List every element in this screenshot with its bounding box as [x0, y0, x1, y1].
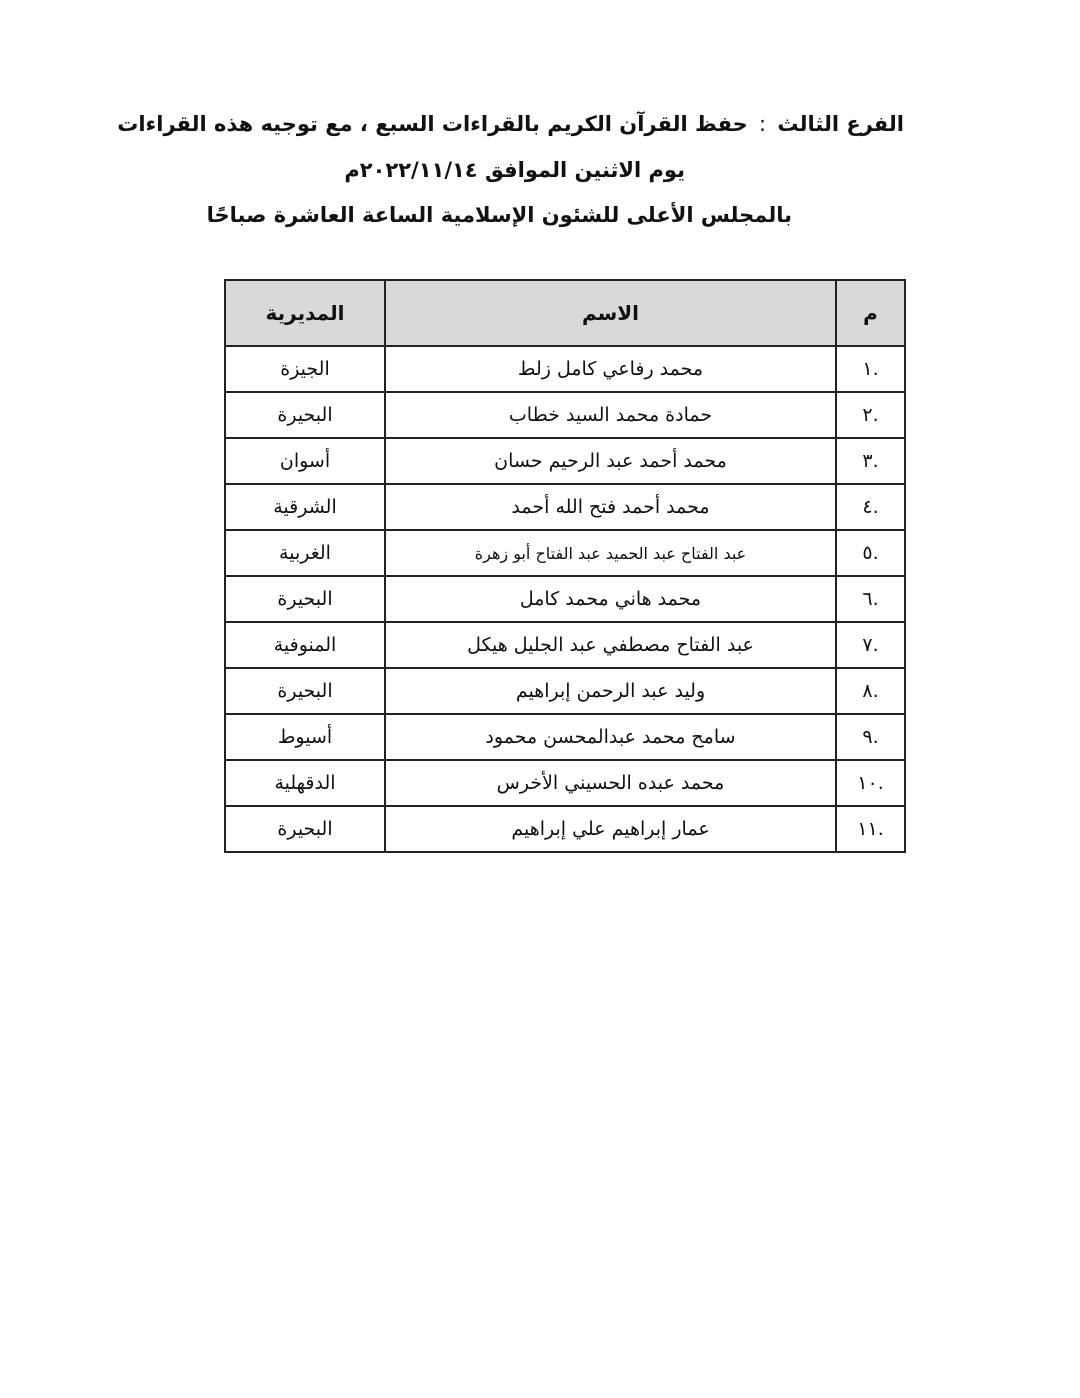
row-name: عمار إبراهيم علي إبراهيم: [385, 806, 836, 852]
branch-label: الفرع الثالث: [777, 112, 904, 136]
row-directorate: البحيرة: [225, 576, 385, 622]
table-row: [225, 806, 905, 852]
header-name: الاسم: [385, 280, 836, 346]
row-directorate: الشرقية: [225, 484, 385, 530]
heading-line-1: [117, 112, 904, 137]
table-header-row: [225, 280, 905, 346]
table-row: [225, 622, 905, 668]
table-row: [225, 392, 905, 438]
row-name: محمد أحمد عبد الرحيم حسان: [385, 438, 836, 484]
row-number: .٧: [836, 622, 905, 668]
table-row: [225, 484, 905, 530]
row-name: عبد الفتاح مصطفي عبد الجليل هيكل: [385, 622, 836, 668]
row-number: .٢: [836, 392, 905, 438]
row-number: .٩: [836, 714, 905, 760]
row-directorate: الدقهلية: [225, 760, 385, 806]
table-row: [225, 714, 905, 760]
table-row: [225, 760, 905, 806]
row-number: .٦: [836, 576, 905, 622]
row-number: .٤: [836, 484, 905, 530]
row-name: وليد عبد الرحمن إبراهيم: [385, 668, 836, 714]
row-directorate: أسيوط: [225, 714, 385, 760]
row-number: .١: [836, 346, 905, 392]
row-name: سامح محمد عبدالمحسن محمود: [385, 714, 836, 760]
header-number: م: [836, 280, 905, 346]
branch-title: حفظ القرآن الكريم بالقراءات السبع ، مع توجيه هذه القراءات: [117, 112, 748, 136]
table-row: [225, 668, 905, 714]
row-name: محمد عبده الحسيني الأخرس: [385, 760, 836, 806]
table-row: [225, 346, 905, 392]
row-name: عبد الفتاح عبد الحميد عبد الفتاح أبو زهرة: [385, 530, 836, 576]
heading-separator: :: [759, 112, 767, 136]
row-name: محمد هاني محمد كامل: [385, 576, 836, 622]
row-directorate: البحيرة: [225, 392, 385, 438]
row-number: .٥: [836, 530, 905, 576]
row-number: .١٠: [836, 760, 905, 806]
row-number: .١١: [836, 806, 905, 852]
heading-venue: بالمجلس الأعلى للشئون الإسلامية الساعة العاشرة صباحًا: [206, 203, 792, 227]
row-directorate: البحيرة: [225, 668, 385, 714]
row-name: محمد أحمد فتح الله أحمد: [385, 484, 836, 530]
table-row: [225, 438, 905, 484]
participants-table: [224, 279, 906, 853]
table-row: [225, 576, 905, 622]
row-directorate: الغربية: [225, 530, 385, 576]
row-number: .٨: [836, 668, 905, 714]
row-number: .٣: [836, 438, 905, 484]
row-directorate: الجيزة: [225, 346, 385, 392]
row-directorate: البحيرة: [225, 806, 385, 852]
row-name: محمد رفاعي كامل زلط: [385, 346, 836, 392]
table-row: [225, 530, 905, 576]
heading-date: يوم الاثنين الموافق ٢٠٢٢/١١/١٤م: [344, 158, 685, 182]
header-directorate: المديرية: [225, 280, 385, 346]
row-name: حمادة محمد السيد خطاب: [385, 392, 836, 438]
row-directorate: أسوان: [225, 438, 385, 484]
row-directorate: المنوفية: [225, 622, 385, 668]
